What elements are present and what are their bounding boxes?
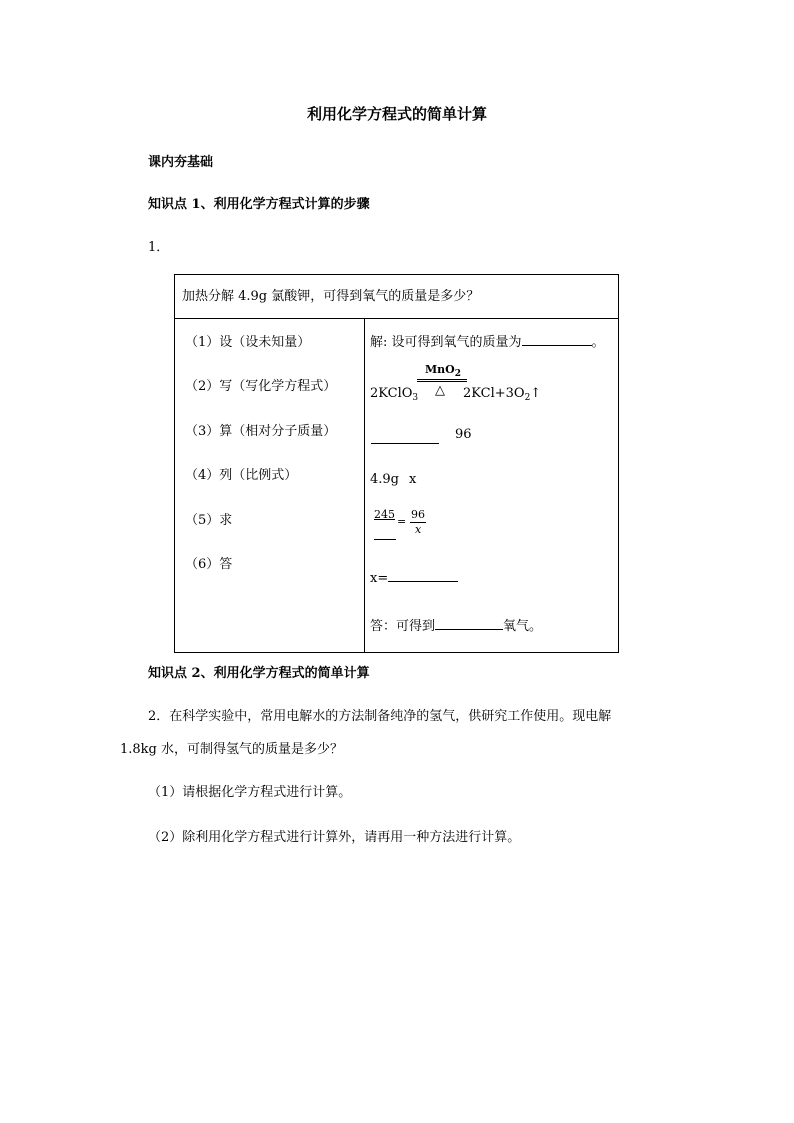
fraction-equals: = xyxy=(397,515,407,528)
reactant-formula: 2KClO$_3$ xyxy=(370,386,419,403)
step-4: （4）列（比例式） xyxy=(185,468,298,483)
problem-cell xyxy=(175,275,619,319)
question-2-line-1: 2．在科学实验中，常用电解水的方法制备纯净的氢气，供研究工作使用。现电解 xyxy=(148,709,612,724)
given-mass: 4.9g xyxy=(370,472,399,487)
solution-let-line xyxy=(370,331,605,350)
step-5: （5）求 xyxy=(185,513,233,528)
catalyst-label: MnO$_2$ xyxy=(425,363,462,379)
product-formula: $2KCl+3O_2↑$ xyxy=(463,386,542,403)
gas-arrow-icon: ↑ xyxy=(530,386,542,401)
fraction-1-bar xyxy=(374,539,396,540)
section-heading: 课内夯基础 xyxy=(148,155,214,170)
question-1-number: 1． xyxy=(148,240,170,255)
unknown-blank xyxy=(522,345,592,346)
fraction-1-numerator: 245 xyxy=(374,508,395,521)
heat-icon: △ xyxy=(435,383,445,398)
step-2: （2）写（写化学方程式） xyxy=(185,379,337,394)
calculation-steps-table xyxy=(174,274,619,653)
answer-blank xyxy=(435,629,503,630)
let-prefix: 解: 设可得到氧气的质量为 xyxy=(370,335,522,350)
question-2-part-2: （2）除利用化学方程式进行计算外，请再用一种方法进行计算。 xyxy=(148,830,521,845)
reaction-arrow-line-bottom xyxy=(417,381,467,382)
unknown-variable: x xyxy=(409,472,417,487)
problem-text: 加热分解 4.9g 氯酸钾，可得到氧气的质量是多少？ xyxy=(182,289,480,304)
let-suffix: 。 xyxy=(591,335,605,350)
fraction-2-denominator: x xyxy=(415,523,422,536)
question-2-part-1: （1）请根据化学方程式进行计算。 xyxy=(148,785,352,800)
steps-cell xyxy=(175,319,365,653)
x-result-blank xyxy=(388,581,458,582)
knowledge-point-2-heading: 知识点 2、利用化学方程式的简单计算 xyxy=(148,666,370,681)
step-3: （3）算（相对分子质量） xyxy=(185,424,337,439)
step-6: （6）答 xyxy=(185,557,233,572)
x-result-line: x= xyxy=(370,571,458,586)
oxygen-ratio-value: 96 xyxy=(455,427,472,442)
question-2-line-2: 1.8kg 水，可制得氢气的质量是多少？ xyxy=(120,742,344,757)
fraction-2-numerator: 96 xyxy=(411,508,425,521)
step-1: （1）设（设未知量） xyxy=(185,335,311,350)
knowledge-point-1-heading: 知识点 1、利用化学方程式计算的步骤 xyxy=(148,197,370,212)
answer-line: 答：可得到 氧气。 xyxy=(370,619,543,634)
solution-cell xyxy=(365,319,619,653)
molar-mass-blank xyxy=(371,429,439,444)
page-title: 利用化学方程式的简单计算 xyxy=(306,105,487,123)
reaction-arrow-line-top xyxy=(417,379,467,380)
